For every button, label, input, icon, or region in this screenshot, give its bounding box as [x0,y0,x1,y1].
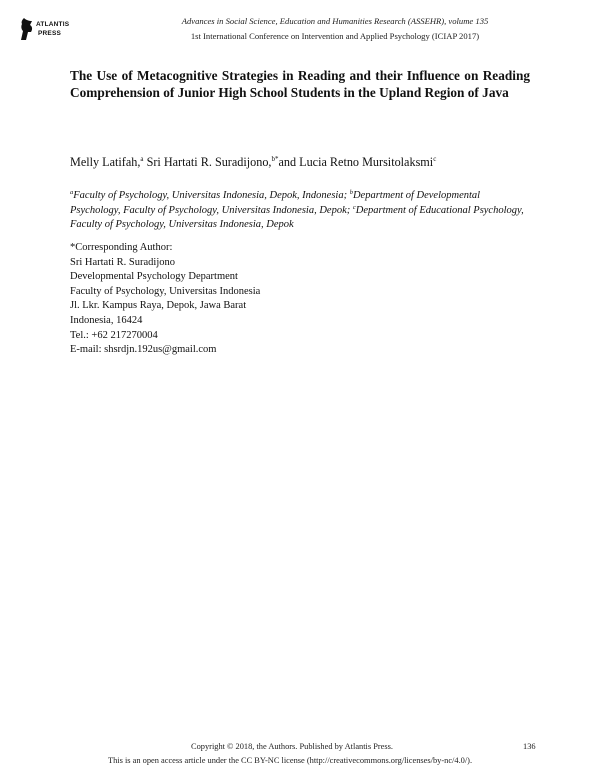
corresponding-address: Jl. Lkr. Kampus Raya, Depok, Jawa Barat [70,300,247,312]
conference-header: 1st International Conference on Intervention and Applied Psychology (ICIAP 2017) [190,31,480,41]
corresponding-department: Developmental Psychology Department [70,271,238,283]
corresponding-name: Sri Hartati R. Suradijono [70,256,175,268]
logo-line-2: PRESS [38,30,62,37]
corresponding-label: *Corresponding Author: [70,242,173,253]
corresponding-author-block [70,241,260,358]
author-name: and Lucia Retno Mursitolaksmi [278,155,434,169]
affiliation-text: Department of Developmental Psychology, Faculty of Psychology, Universitas Indonesia, Depok; [70,190,481,216]
affiliation-mark: c [352,203,356,211]
author-affiliation-mark: a [140,155,144,163]
corresponding-email: E-mail: shsrdjn.192us@gmail.com [70,344,217,356]
affiliation-text: Department of Educational Psychology, Faculty of Psychology, Universitas Indonesia, Depok [70,204,524,230]
corresponding-country: Indonesia, 16424 [70,314,143,326]
affiliation-mark: b [349,189,353,196]
publisher-logo-icon [20,18,34,40]
paper-title: The Use of Metacognitive Strategies in Reading and their Influence on Reading Comprehension of Junior High School Students in the Upland Region of Java [70,68,530,100]
corresponding-faculty: Faculty of Psychology, Universitas Indonesia [70,285,261,297]
author-affiliation-mark: c [433,155,437,163]
publisher-logo [20,14,80,44]
affiliation-mark: a [70,189,74,196]
copyright-notice: Copyright © 2018, the Authors. Published by Atlantis Press. [191,742,394,751]
author-list [70,155,540,170]
affiliation-text: Faculty of Psychology, Universitas Indonesia, Depok, Indonesia; [73,190,350,201]
page-number: 136 [523,742,536,751]
logo-line-1: ATLANTIS [36,21,70,28]
affiliations [70,189,532,233]
author-affiliation-mark: b* [271,155,279,163]
journal-header: Advances in Social Science, Education and Humanities Research (ASSEHR), volume 135 [181,16,489,26]
license-notice: This is an open access article under the CC BY-NC license (http://creativecommons.org/licenses/by-nc/4.0/). [108,756,473,765]
author-name: Sri Hartati R. Suradijono, [146,155,272,169]
corresponding-phone: Tel.: +62 217270004 [70,329,158,341]
author-name: Melly Latifah, [70,155,141,169]
